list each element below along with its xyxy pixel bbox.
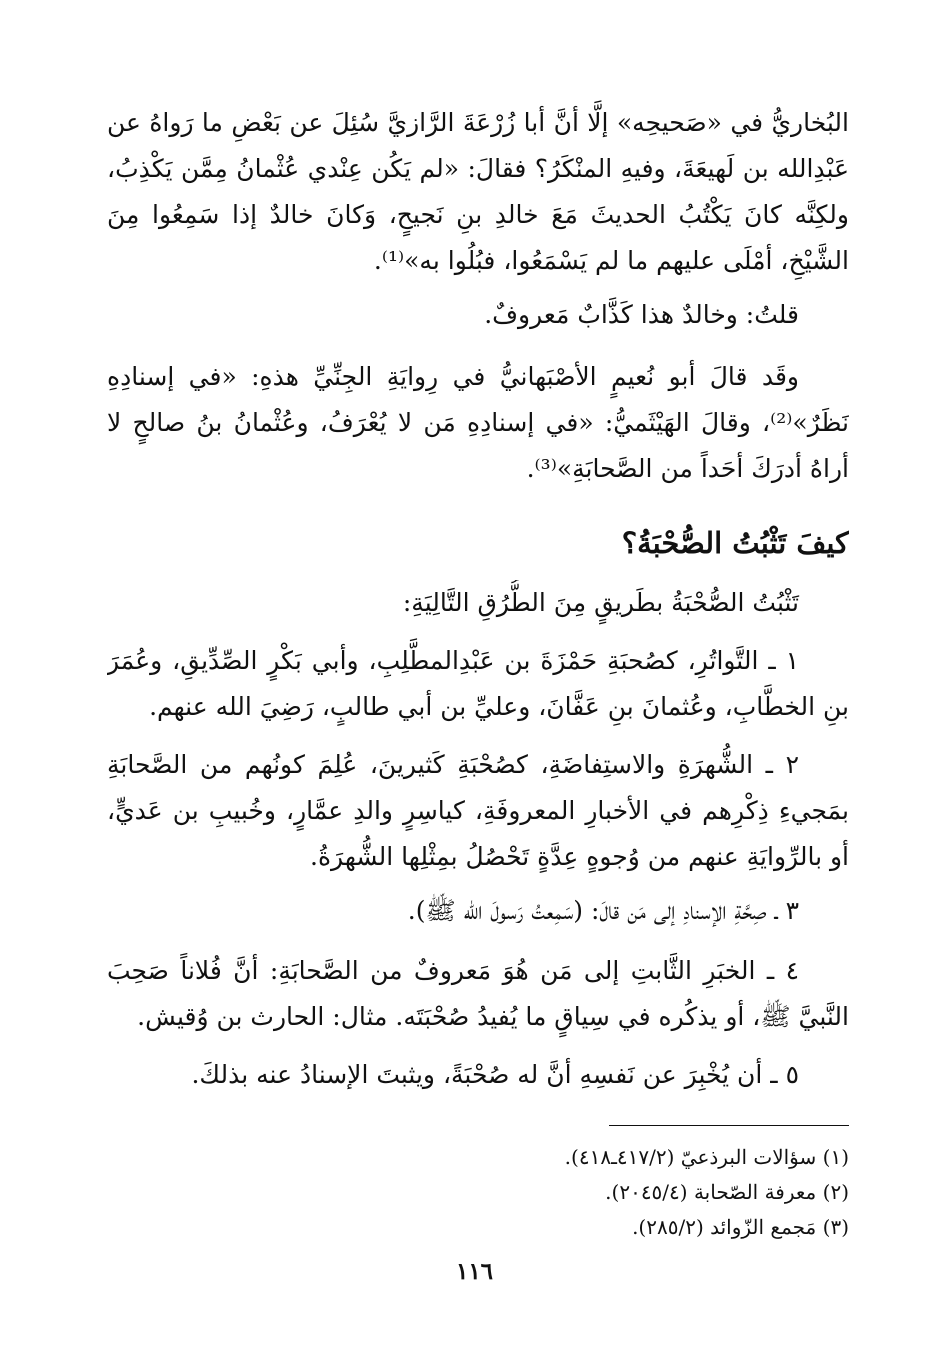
page-number: ١١٦ <box>455 1258 494 1285</box>
paragraph-4 <box>107 580 849 626</box>
footnote-separator <box>609 1125 849 1126</box>
text-line: وقَد قالَ أبو نُعيمٍ الأصْبَهانيُّ في رِوايَةِ الجِنِّيِّ هذهِ: «في إسنادِهِ <box>107 362 799 391</box>
text-line: ٥ ـ أن يُخْبِرَ عن نَفسِهِ أنَّ له صُحْبَةً، ويثبتَ الإسنادُ عنه بذلكَ. <box>191 1060 799 1089</box>
footnote-3: (٣) مَجمع الزّوائد (٢٨٥/٢). <box>632 1215 849 1239</box>
text-line: تَثْبُتُ الصُّحْبَةُ بطَريقٍ مِنَ الطُّرُقِ التَّالِيَةِ: <box>402 588 799 617</box>
list-item-4 <box>107 948 849 1040</box>
text-line: ولكِنَّه كانَ يَكْتُبُ الحديثَ مَعَ خالدِ بنِ نَجيحٍ، وَكانَ خالدٌ إذا سَمِعُوا مِنَ <box>107 200 849 229</box>
section-heading: كيفَ تَثْبُتُ الصُّحْبَةُ؟ <box>621 526 849 560</box>
list-item-3 <box>107 888 849 934</box>
text-line: ٤ ـ الخبَرِ الثَّابتِ إلى مَن هُوَ مَعروفٌ من الصَّحابَةِ: أنَّ فُلاناً صَحِبَ <box>107 956 799 985</box>
footnote-1: (١) سؤالات البرذعيّ (٤١٧/٢ـ٤١٨). <box>564 1145 849 1169</box>
list-item-1 <box>107 638 849 730</box>
text-line: ٢ ـ الشُّهرَةِ والاستِفاضَةِ، كصُحْبَةِ كَثيرينَ، عُلِمَ كونُهم من الصَّحابَةِ <box>107 750 799 779</box>
text-line: النَّبيَّ ﷺ، أو يذكُره في سِياقٍ ما يُفيدُ صُحْبَتَه. مثال: الحارث بن وُقيش. <box>137 1002 849 1031</box>
text-line: ١ ـ التَّواتُرِ، كصُحبَةِ حَمْزَةَ بن عَبْدِالمطَّلِبِ، وأبي بَكْرٍ الصِّدِّيقِ، وعُمَرَ <box>107 646 799 675</box>
text-line: ٣ ـ صِحَّةِ الإسنادِ إلى مَن قالَ: (سَمِعتُ رَسولَ الله ﷺ). <box>407 896 799 925</box>
text-line: أراهُ أدرَكَ أحَداً من الصَّحابَةِ»⁽³⁾. <box>526 454 849 483</box>
section-heading-block <box>107 520 849 566</box>
text-line: نَظَرٌ»⁽²⁾، وقالَ الهَيْثَميُّ: «في إسنادِهِ مَن لا يُعْرَفُ، وعُثْمانُ بنُ صالحٍ لا <box>107 408 849 437</box>
text-line: عَبْدِالله بن لَهيعَةَ، وفيهِ المنْكَرُ؟ فقالَ: «لم يَكُن عِنْدي عُثْمانُ مِمَّن يَكْذِبُ، <box>107 154 849 183</box>
list-item-2 <box>107 742 849 880</box>
paragraph-2 <box>107 292 849 338</box>
text-line: بمَجيءِ ذِكْرِهم في الأخبارِ المعروفَةِ، كياسِرٍ والدِ عمَّارٍ، وخُبيبِ بن عَديٍّ، <box>107 796 849 825</box>
footnote-2: (٢) معرفة الصّحابة (٢٠٤٥/٤). <box>605 1180 849 1204</box>
text-line: قلتُ: وخالدٌ هذا كَذَّابٌ مَعروفٌ. <box>484 300 799 329</box>
text-line: أو بالرِّوايَةِ عنهم من وُجوهٍ عِدَّةٍ تَحْصُلُ بمِثْلِها الشُّهرَةُ. <box>310 842 849 871</box>
text-line: بنِ الخطَّابِ، وعُثمانَ بنِ عَفَّانَ، وعليِّ بن أبي طالبٍ، رَضِيَ الله عنهم. <box>149 692 849 721</box>
list-item-5 <box>107 1052 849 1098</box>
paragraph-1 <box>107 100 849 284</box>
paragraph-3 <box>107 354 849 492</box>
footnotes <box>107 1140 849 1245</box>
text-line: البُخاريُّ في «صَحيحِه» إلَّا أنَّ أبا زُرْعَةَ الرَّازيَّ سُئِلَ عن بَعْضِ ما رَواهُ عن <box>107 108 849 137</box>
text-line: الشَّيْخِ، أمْلَى عليهم ما لم يَسْمَعُوا، فبُلُوا به»⁽¹⁾. <box>373 246 849 275</box>
